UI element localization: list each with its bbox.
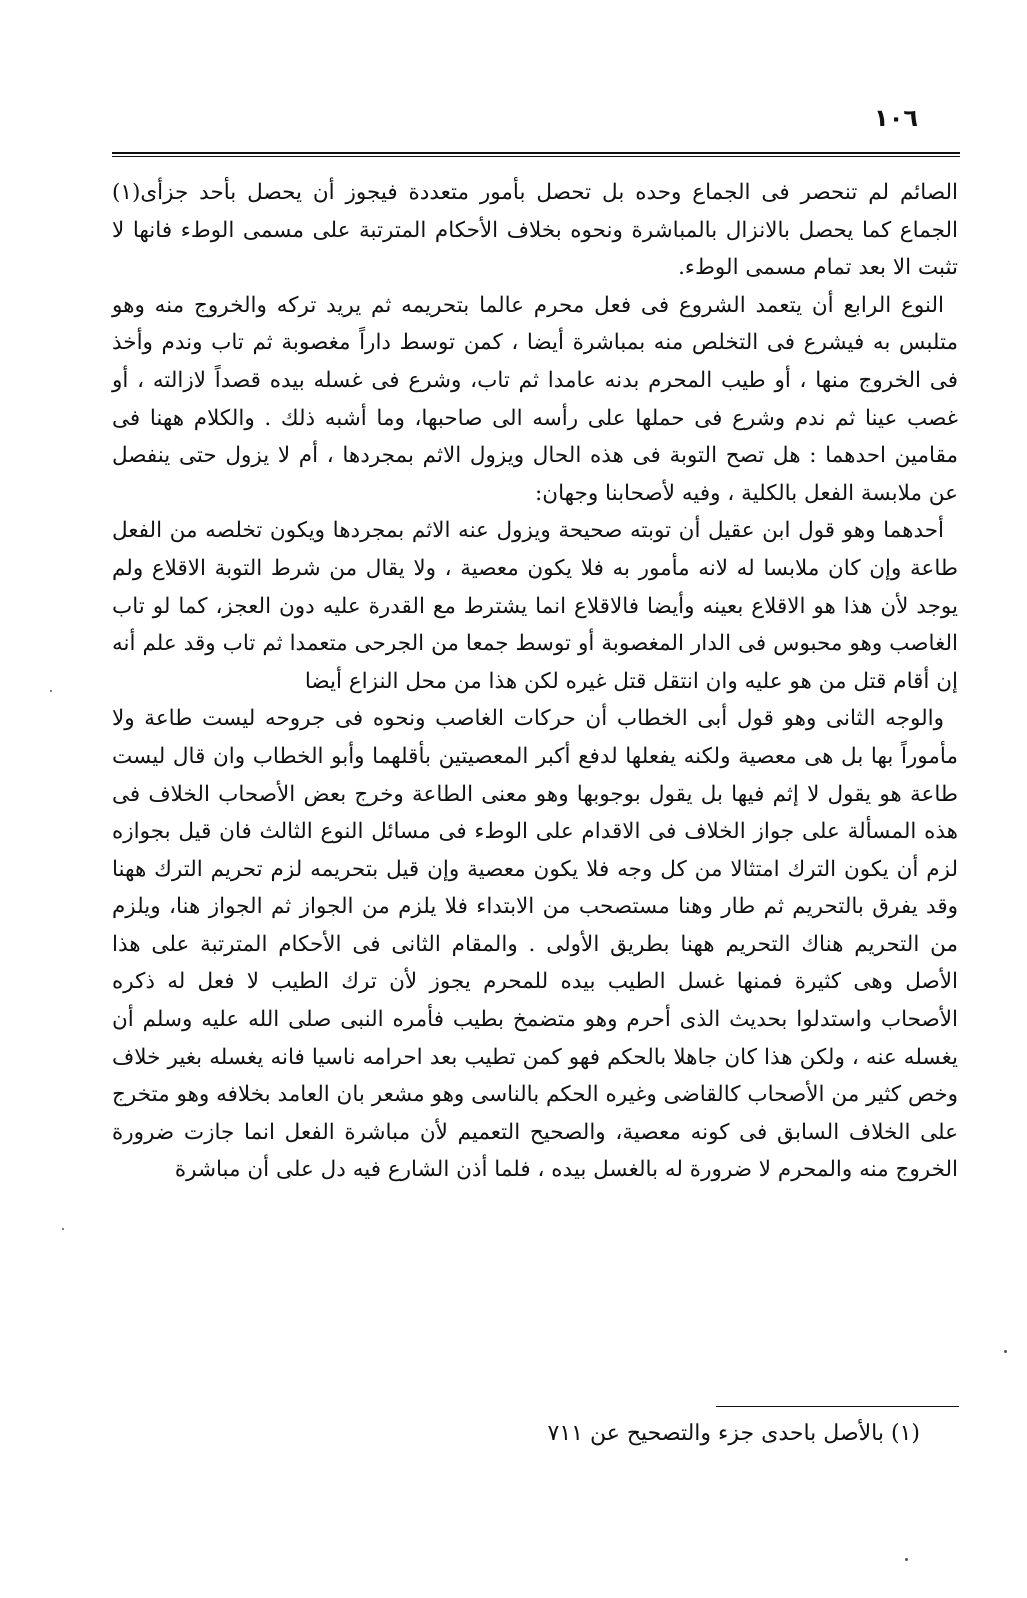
body-text bbox=[112, 174, 958, 1392]
paragraph: الصائم لم تنحصر فى الجماع وحده بل تحصل بأمور متعددة فيجوز أن يحصل بأحد جزأى(١) الجماع كما يحصل بالانزال بالمباشرة ونحوه بخلاف الأحكام المترتبة على مسمى الوطء فانها لا تثبت الا بعد تمام مسمى الوطء. bbox=[112, 180, 958, 281]
paragraph: والوجه الثانى وهو قول أبى الخطاب أن حركات الغاصب ونحوه فى جروحه ليست طاعة ولا مأموراً بها بل هى معصية ولكنه يفعلها لدفع أكبر المعصيتين بأقلهما وأبو الخطاب وان قال ليست طاعة هو يقول لا إثم فيها بل يقول بوجوبها وهو معنى الطاعة وخرج بعض الأصحاب الخلاف فى هذه المسألة على جواز الخلاف فى الاقدام على الوطء فى مسائل النوع الثالث فان قيل بجوازه لزم أن يكون الترك امتثالا من كل وجه فلا يكون معصية وإن قيل بتحريمه لزم تحريم الترك ههنا وقد يفرق بالتحريم ثم طار وهنا مستصحب من الابتداء فلا يلزم من الجواز ثم الجواز هنا، ويلزم من التحريم هناك التحريم ههنا بطريق الأولى . والمقام الثانى فى الأحكام المترتبة على هذا الأصل وهى كثيرة فمنها غسل الطيب بيده للمحرم يجوز لأن ترك الطيب لا فعل له ذكره الأصحاب واستدلوا بحديث الذى أحرم وهو متضمخ بطيب فأمره النبى صلى الله عليه وسلم أن يغسله عنه ، ولكن هذا كان جاهلا بالحكم فهو كمن تطيب بعد احرامه ناسيا فانه يغسله بغير خلاف وخص كثير من الأصحاب كالقاضى وغيره الحكم بالناسى وهو مشعر بان العامد بخلافه وهو متخرج على الخلاف السابق فى كونه معصية، والصحيح التعميم لأن مباشرة الفعل انما جازت ضرورة الخروج منه والمحرم لا ضرورة له بالغسل بيده ، فلما أذن الشارع فيه دل على أن مباشرة bbox=[112, 706, 959, 1183]
paragraph: أحدهما وهو قول ابن عقيل أن توبته صحيحة ويزول عنه الاثم بمجردها ويكون تخلصه من الفعل طاعة وإن كان ملابسا له لانه مأمور به فلا يكون معصية ، ولا يقال من شرط التوبة الاقلاع ولم يوجد لأن هذا هو الاقلاع بعينه وأيضا فالاقلاع انما يشترط مع القدرة عليه دون العجز، كما لو تاب الغاصب وهو محبوس فى الدار المغصوبة أو توسط جمعا من الجرحى متعمدا ثم تاب وقد علم أنه إن أقام قتل من هو عليه وان انتقل قتل غيره لكن هذا من محل النزاع أيضا bbox=[112, 518, 958, 694]
footnote-rule bbox=[716, 1406, 959, 1407]
footnote: (١) بالأصل باحدى جزء والتصحيح عن ٧١١ bbox=[547, 1421, 920, 1446]
header-rule bbox=[112, 152, 960, 154]
scan-speck bbox=[905, 1558, 908, 1561]
scan-speck bbox=[62, 1228, 64, 1230]
paragraph: النوع الرابع أن يتعمد الشروع فى فعل محرم عالما بتحريمه ثم يريد تركه والخروج منه وهو متلبس به فيشرع فى التخلص منه بمباشرة أيضا ، كمن توسط داراً مغصوبة ثم تاب وندم وأخذ فى الخروج منها ، أو طيب المحرم بدنه عامدا ثم تاب، وشرع فى غسله بيده قصداً لازالته ، أو غصب عينا ثم ندم وشرع فى حملها على رأسه الى صاحبها، وما أشبه ذلك . والكلام ههنا فى مقامين احدهما : هل تصح التوبة فى هذه الحال ويزول الاثم بمجردها ، أم لا يزول حتى ينفصل عن ملابسة الفعل بالكلية ، وفيه لأصحابنا وجهان: bbox=[112, 292, 958, 506]
page-number: ١٠٦ bbox=[874, 104, 918, 132]
scan-speck bbox=[50, 690, 52, 692]
scan-speck bbox=[1004, 1350, 1007, 1353]
